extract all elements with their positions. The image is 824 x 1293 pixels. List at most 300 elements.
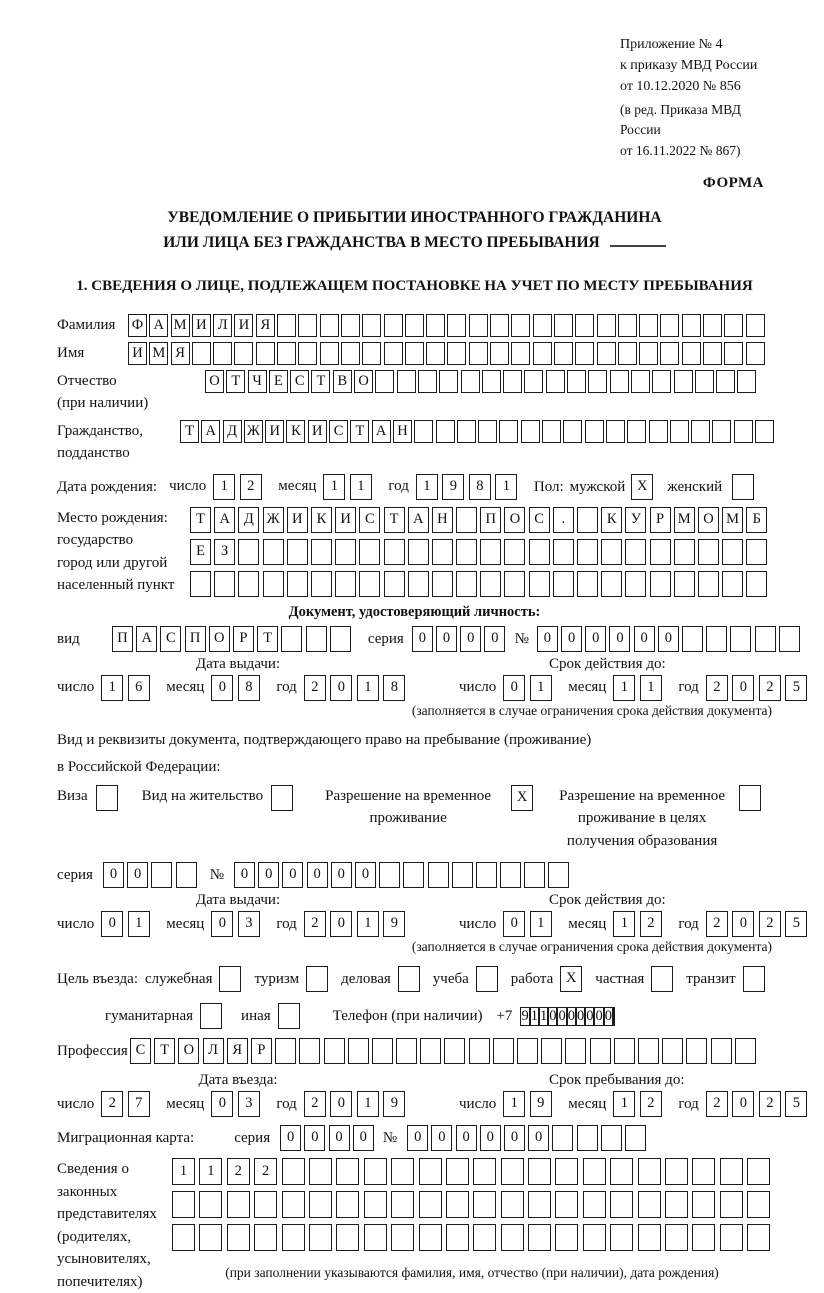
char-cell[interactable]: 1 [416,474,438,500]
char-cell[interactable] [692,1224,715,1251]
char-cell[interactable]: Ж [244,420,263,443]
char-cell[interactable]: 0 [504,1125,525,1151]
char-cell[interactable] [341,314,360,337]
char-cell[interactable] [524,862,545,888]
char-cell[interactable] [583,1158,606,1185]
char-cell[interactable]: . [553,507,574,533]
char-cell[interactable]: Т [350,420,369,443]
sex-male-checkbox[interactable] [631,474,653,500]
char-cell[interactable] [490,314,509,337]
char-cell[interactable] [469,342,488,365]
char-cell[interactable] [469,314,488,337]
char-cell[interactable]: 0 [304,1125,325,1151]
char-cell[interactable]: П [112,626,133,652]
char-cell[interactable] [712,420,731,443]
char-cell[interactable] [660,314,679,337]
char-cell[interactable] [172,1191,195,1218]
char-cell[interactable]: Т [311,370,330,393]
char-cell[interactable] [665,1191,688,1218]
char-cell[interactable]: 0 [353,1125,374,1151]
char-cell[interactable] [691,420,710,443]
char-cell[interactable] [391,1158,414,1185]
char-cell[interactable]: О [178,1038,199,1064]
char-cell[interactable]: 0 [101,911,123,937]
char-cell[interactable]: 1 [101,675,123,701]
char-cell[interactable] [254,1191,277,1218]
char-cell[interactable]: 2 [640,1091,662,1117]
char-cell[interactable] [720,1191,743,1218]
char-cell[interactable] [548,862,569,888]
char-cell[interactable]: К [286,420,305,443]
char-cell[interactable]: В [333,370,352,393]
char-cell[interactable] [577,571,598,597]
char-cell[interactable]: 9 [442,474,464,500]
char-cell[interactable]: 1 [613,911,635,937]
char-cell[interactable]: 9 [530,1091,552,1117]
char-cell[interactable] [408,571,429,597]
char-cell[interactable] [298,342,317,365]
char-cell[interactable] [403,862,424,888]
temp-residence-education-checkbox[interactable] [739,785,761,811]
char-cell[interactable] [665,1158,688,1185]
char-cell[interactable]: С [290,370,309,393]
char-cell[interactable] [446,1191,469,1218]
char-cell[interactable] [419,1224,442,1251]
char-cell[interactable] [418,370,437,393]
char-cell[interactable] [747,1191,770,1218]
char-cell[interactable] [511,314,530,337]
char-cell[interactable]: К [311,507,332,533]
char-cell[interactable]: А [201,420,220,443]
char-cell[interactable]: 0 [732,675,754,701]
char-cell[interactable] [577,507,598,533]
char-cell[interactable]: 1 [350,474,372,500]
char-cell[interactable]: 0 [258,862,279,888]
char-cell[interactable] [730,626,751,652]
char-cell[interactable]: 0 [634,626,655,652]
char-cell[interactable] [528,1158,551,1185]
char-cell[interactable]: 0 [460,626,481,652]
char-cell[interactable] [298,314,317,337]
char-cell[interactable]: 0 [436,626,457,652]
char-cell[interactable] [238,571,259,597]
char-cell[interactable] [682,626,703,652]
char-cell[interactable]: Т [226,370,245,393]
char-cell[interactable] [686,1038,707,1064]
char-cell[interactable] [299,1038,320,1064]
char-cell[interactable] [287,539,308,565]
char-cell[interactable]: 2 [254,1158,277,1185]
char-cell[interactable] [330,626,351,652]
char-cell[interactable]: 2 [101,1091,123,1117]
char-cell[interactable]: 2 [759,1091,781,1117]
purpose-official-checkbox[interactable] [219,966,241,992]
char-cell[interactable] [583,1191,606,1218]
purpose-transit-checkbox[interactable] [743,966,765,992]
char-cell[interactable] [473,1224,496,1251]
char-cell[interactable] [610,1224,633,1251]
char-cell[interactable] [254,1224,277,1251]
char-cell[interactable]: Т [384,507,405,533]
char-cell[interactable] [746,314,765,337]
char-cell[interactable] [638,1038,659,1064]
char-cell[interactable] [461,370,480,393]
char-cell[interactable]: Ч [248,370,267,393]
char-cell[interactable] [499,420,518,443]
char-cell[interactable] [554,314,573,337]
char-cell[interactable] [747,1224,770,1251]
char-cell[interactable] [625,539,646,565]
char-cell[interactable]: Б [746,507,767,533]
char-cell[interactable]: П [185,626,206,652]
char-cell[interactable] [396,1038,417,1064]
char-cell[interactable] [724,314,743,337]
char-cell[interactable] [528,1191,551,1218]
char-cell[interactable]: 0 [330,675,352,701]
char-cell[interactable] [469,1038,490,1064]
char-cell[interactable]: 1 [357,675,379,701]
char-cell[interactable]: Я [227,1038,248,1064]
char-cell[interactable]: 0 [330,911,352,937]
char-cell[interactable] [473,1191,496,1218]
char-cell[interactable] [703,314,722,337]
char-cell[interactable]: 0 [561,626,582,652]
char-cell[interactable]: А [408,507,429,533]
char-cell[interactable] [737,370,756,393]
char-cell[interactable]: 0 [407,1125,428,1151]
char-cell[interactable]: С [130,1038,151,1064]
char-cell[interactable] [227,1224,250,1251]
char-cell[interactable]: 0 [282,862,303,888]
char-cell[interactable] [256,342,275,365]
char-cell[interactable] [553,571,574,597]
char-cell[interactable] [722,539,743,565]
char-cell[interactable] [348,1038,369,1064]
char-cell[interactable] [529,539,550,565]
char-cell[interactable] [555,1191,578,1218]
char-cell[interactable] [665,1224,688,1251]
char-cell[interactable]: 0 [331,862,352,888]
char-cell[interactable]: Н [393,420,412,443]
char-cell[interactable] [575,342,594,365]
char-cell[interactable] [610,1191,633,1218]
char-cell[interactable] [311,539,332,565]
char-cell[interactable]: 0 [127,862,148,888]
char-cell[interactable] [493,1038,514,1064]
char-cell[interactable] [306,626,327,652]
char-cell[interactable] [692,1158,715,1185]
char-cell[interactable] [362,342,381,365]
char-cell[interactable] [447,314,466,337]
char-cell[interactable] [722,571,743,597]
char-cell[interactable] [524,370,543,393]
char-cell[interactable]: С [329,420,348,443]
char-cell[interactable]: Т [257,626,278,652]
char-cell[interactable]: Н [432,507,453,533]
char-cell[interactable]: 7 [128,1091,150,1117]
char-cell[interactable]: Т [180,420,199,443]
char-cell[interactable] [447,342,466,365]
char-cell[interactable]: У [625,507,646,533]
char-cell[interactable]: 0 [412,626,433,652]
char-cell[interactable] [649,420,668,443]
char-cell[interactable] [278,1003,300,1029]
char-cell[interactable] [528,1224,551,1251]
char-cell[interactable]: П [480,507,501,533]
char-cell[interactable] [234,342,253,365]
char-cell[interactable] [473,1158,496,1185]
char-cell[interactable] [674,539,695,565]
char-cell[interactable]: 0 [431,1125,452,1151]
char-cell[interactable] [674,571,695,597]
char-cell[interactable] [436,420,455,443]
char-cell[interactable]: 1 [128,911,150,937]
char-cell[interactable]: Д [238,507,259,533]
char-cell[interactable] [555,1158,578,1185]
char-cell[interactable]: М [149,342,168,365]
char-cell[interactable] [419,1158,442,1185]
char-cell[interactable]: 0 [604,1007,612,1024]
char-cell[interactable]: 0 [732,911,754,937]
char-cell[interactable] [480,571,501,597]
char-cell[interactable]: О [698,507,719,533]
char-cell[interactable]: С [359,507,380,533]
char-cell[interactable]: 3 [238,911,260,937]
visa-checkbox[interactable] [96,785,118,811]
char-cell[interactable] [364,1191,387,1218]
char-cell[interactable]: И [265,420,284,443]
char-cell[interactable] [414,420,433,443]
char-cell[interactable]: Я [256,314,275,337]
char-cell[interactable]: 2 [304,675,326,701]
char-cell[interactable] [650,539,671,565]
char-cell[interactable] [398,966,420,992]
char-cell[interactable]: 0 [537,626,558,652]
char-cell[interactable]: З [214,539,235,565]
char-cell[interactable] [542,420,561,443]
char-cell[interactable]: И [335,507,356,533]
char-cell[interactable]: 1 [213,474,235,500]
char-cell[interactable]: Я [171,342,190,365]
char-cell[interactable] [755,420,774,443]
char-cell[interactable] [625,1125,646,1151]
char-cell[interactable]: 0 [355,862,376,888]
char-cell[interactable] [504,539,525,565]
char-cell[interactable]: 0 [329,1125,350,1151]
char-cell[interactable] [639,342,658,365]
char-cell[interactable] [439,370,458,393]
char-cell[interactable]: С [529,507,550,533]
char-cell[interactable] [638,1191,661,1218]
purpose-tourism-checkbox[interactable] [306,966,328,992]
char-cell[interactable] [490,342,509,365]
char-cell[interactable]: 1 [199,1158,222,1185]
char-cell[interactable]: Л [203,1038,224,1064]
char-cell[interactable]: Е [190,539,211,565]
char-cell[interactable] [282,1224,305,1251]
char-cell[interactable] [504,571,525,597]
char-cell[interactable] [746,342,765,365]
char-cell[interactable] [650,571,671,597]
char-cell[interactable]: 0 [558,1007,566,1024]
temp-residence-checkbox[interactable] [511,785,533,811]
char-cell[interactable]: 2 [759,911,781,937]
char-cell[interactable] [311,571,332,597]
char-cell[interactable] [341,342,360,365]
char-cell[interactable] [585,420,604,443]
char-cell[interactable]: О [504,507,525,533]
char-cell[interactable] [96,785,118,811]
char-cell[interactable] [172,1224,195,1251]
char-cell[interactable]: Д [223,420,242,443]
residence-permit-checkbox[interactable] [271,785,293,811]
char-cell[interactable]: 9 [383,1091,405,1117]
char-cell[interactable]: 0 [609,626,630,652]
char-cell[interactable] [552,1125,573,1151]
char-cell[interactable] [199,1191,222,1218]
char-cell[interactable] [444,1038,465,1064]
char-cell[interactable] [720,1158,743,1185]
char-cell[interactable] [397,370,416,393]
char-cell[interactable] [746,539,767,565]
char-cell[interactable]: Т [154,1038,175,1064]
char-cell[interactable] [446,1158,469,1185]
char-cell[interactable] [420,1038,441,1064]
char-cell[interactable] [739,785,761,811]
char-cell[interactable]: 0 [484,626,505,652]
char-cell[interactable] [601,1125,622,1151]
char-cell[interactable] [364,1158,387,1185]
char-cell[interactable] [151,862,172,888]
char-cell[interactable]: 1 [495,474,517,500]
char-cell[interactable] [476,966,498,992]
char-cell[interactable] [638,1224,661,1251]
char-cell[interactable] [670,420,689,443]
char-cell[interactable]: 2 [640,911,662,937]
char-cell[interactable] [682,342,701,365]
char-cell[interactable]: 0 [280,1125,301,1151]
char-cell[interactable] [779,626,800,652]
char-cell[interactable] [275,1038,296,1064]
purpose-other-checkbox[interactable] [278,1003,300,1029]
char-cell[interactable] [336,1224,359,1251]
char-cell[interactable] [588,370,607,393]
char-cell[interactable] [501,1158,524,1185]
char-cell[interactable] [384,539,405,565]
char-cell[interactable]: О [205,370,224,393]
char-cell[interactable] [500,862,521,888]
char-cell[interactable] [716,370,735,393]
char-cell[interactable] [282,1158,305,1185]
char-cell[interactable] [554,342,573,365]
char-cell[interactable] [336,1158,359,1185]
char-cell[interactable]: 1 [172,1158,195,1185]
char-cell[interactable] [200,1003,222,1029]
char-cell[interactable] [695,370,714,393]
char-cell[interactable] [618,314,637,337]
char-cell[interactable] [577,539,598,565]
char-cell[interactable] [364,1224,387,1251]
char-cell[interactable] [432,539,453,565]
char-cell[interactable]: 0 [456,1125,477,1151]
char-cell[interactable] [190,571,211,597]
char-cell[interactable] [503,370,522,393]
char-cell[interactable]: 9 [521,1007,529,1024]
char-cell[interactable] [476,862,497,888]
char-cell[interactable]: Л [213,314,232,337]
char-cell[interactable] [601,571,622,597]
char-cell[interactable] [271,785,293,811]
char-cell[interactable] [734,420,753,443]
char-cell[interactable] [631,370,650,393]
char-cell[interactable] [706,626,727,652]
char-cell[interactable] [456,571,477,597]
char-cell[interactable] [755,626,776,652]
char-cell[interactable] [336,1191,359,1218]
char-cell[interactable]: 6 [128,675,150,701]
char-cell[interactable] [384,342,403,365]
purpose-study-checkbox[interactable] [476,966,498,992]
char-cell[interactable]: Ф [128,314,147,337]
char-cell[interactable] [627,420,646,443]
char-cell[interactable]: 1 [530,675,552,701]
char-cell[interactable]: М [674,507,695,533]
char-cell[interactable] [320,342,339,365]
purpose-humanitarian-checkbox[interactable] [200,1003,222,1029]
char-cell[interactable] [553,539,574,565]
char-cell[interactable] [529,571,550,597]
char-cell[interactable]: 8 [383,675,405,701]
char-cell[interactable]: 0 [211,1091,233,1117]
char-cell[interactable]: 0 [503,911,525,937]
purpose-work-checkbox[interactable] [560,966,582,992]
char-cell[interactable] [309,1191,332,1218]
char-cell[interactable]: 0 [732,1091,754,1117]
char-cell[interactable]: 1 [613,1091,635,1117]
char-cell[interactable] [384,571,405,597]
char-cell[interactable] [391,1191,414,1218]
char-cell[interactable] [682,314,701,337]
char-cell[interactable] [698,539,719,565]
char-cell[interactable] [452,862,473,888]
char-cell[interactable] [692,1191,715,1218]
char-cell[interactable] [456,507,477,533]
char-cell[interactable] [610,1158,633,1185]
char-cell[interactable]: О [354,370,373,393]
char-cell[interactable]: 8 [469,474,491,500]
char-cell[interactable]: М [171,314,190,337]
char-cell[interactable]: Р [251,1038,272,1064]
char-cell[interactable] [214,571,235,597]
char-cell[interactable] [533,342,552,365]
char-cell[interactable] [724,342,743,365]
char-cell[interactable] [335,539,356,565]
char-cell[interactable] [541,1038,562,1064]
char-cell[interactable] [176,862,197,888]
char-cell[interactable]: 0 [480,1125,501,1151]
char-cell[interactable]: X [511,785,533,811]
char-cell[interactable]: 0 [658,626,679,652]
char-cell[interactable] [732,474,754,500]
char-cell[interactable]: 2 [706,675,728,701]
purpose-business-checkbox[interactable] [398,966,420,992]
char-cell[interactable]: 2 [227,1158,250,1185]
char-cell[interactable] [263,571,284,597]
char-cell[interactable]: Е [269,370,288,393]
char-cell[interactable] [199,1224,222,1251]
char-cell[interactable] [457,420,476,443]
char-cell[interactable] [735,1038,756,1064]
